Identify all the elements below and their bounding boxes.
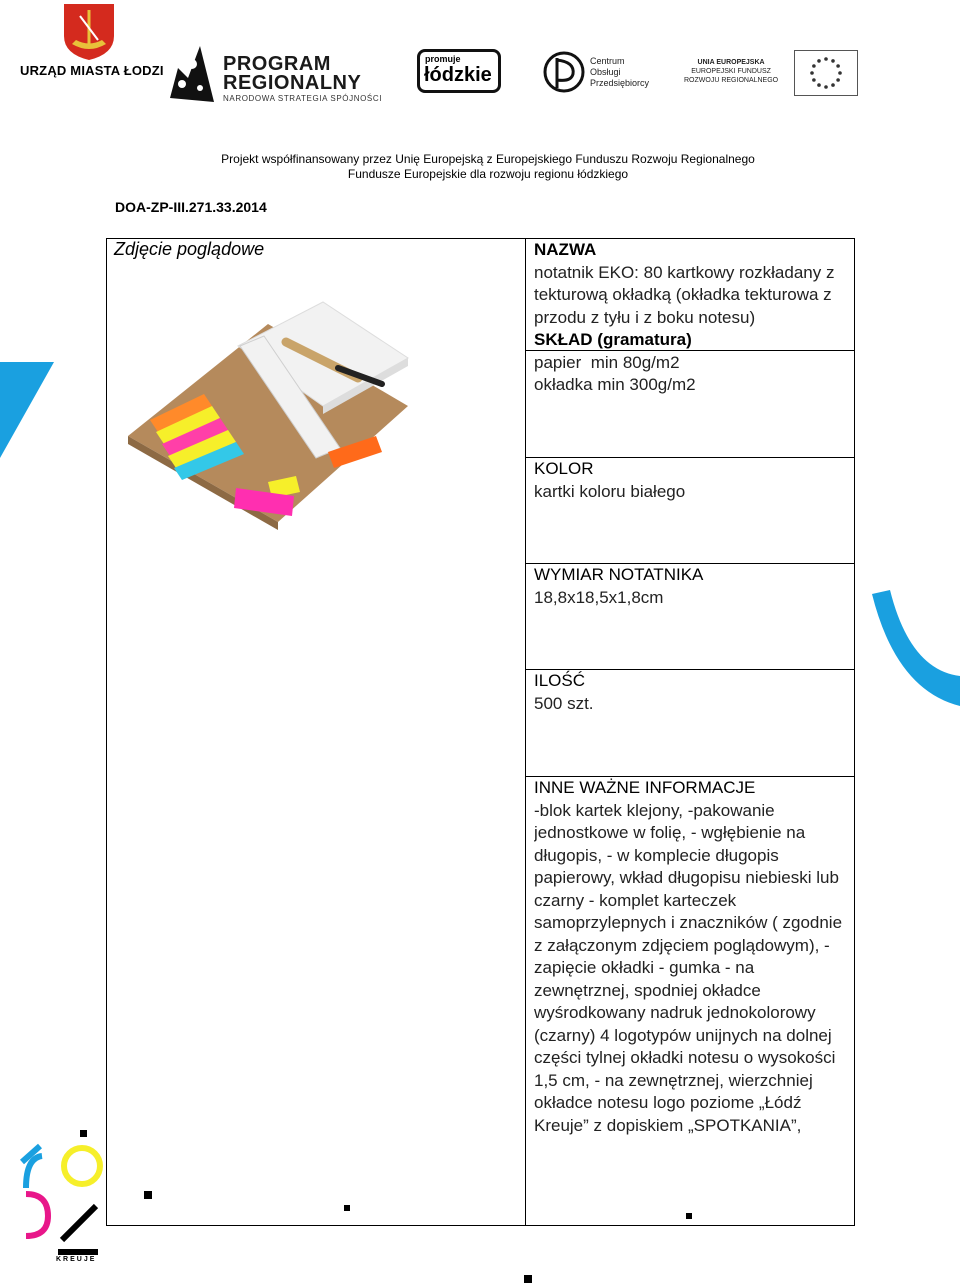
eu-flag-icon xyxy=(794,50,858,96)
decorative-dot xyxy=(686,1213,692,1219)
decorative-dot xyxy=(144,1191,152,1199)
cell-nazwa xyxy=(534,239,852,397)
label-nazwa: NAZWA xyxy=(534,240,597,259)
document-reference: DOA-ZP-III.271.33.2014 xyxy=(115,199,267,215)
lodz-kreuje-logo xyxy=(18,1128,118,1268)
program-subtitle: NARODOWA STRATEGIA SPÓJNOŚCI xyxy=(223,94,383,103)
value-nazwa: notatnik EKO: 80 kartkowy rozkładany z tekturową okładką (okładka tekturowa z przodu z tyłu i z boku notesu) xyxy=(534,262,835,327)
value-inne: -blok kartek klejony, -pakowanie jednostkowe w folię, - wgłębienie na długopis, - w komplecie długopis papierowy, wkład długopisu niebieski lub czarny - komplet karteczek samoprzylepnych i znaczników ( zgodnie z załączonym zdjęciem poglądowym), - zapięcie okładki - gumka - na zewnętrznej, spodniej okładce wyśrodkowany nadruk jednokolorowy (czarny) 4 logotypów unijnych na dolnej części tylnej okładki notesu o wysokości 1,5 cm, - na zewnętrznej, wierzchniej okładce notesu logo poziome „Łódź Kreuje” z dopiskiem „SPOTKANIA”, xyxy=(534,800,843,1135)
eu-star-icon xyxy=(817,59,821,63)
eu-star-icon xyxy=(812,78,816,82)
promuje-small-text: promuje xyxy=(425,54,461,64)
cop-line-2: Obsługi xyxy=(590,67,621,77)
label-inne: INNE WAŻNE INFORMACJE xyxy=(534,778,756,797)
eu-star-icon xyxy=(824,57,828,61)
eu-star-icon xyxy=(824,85,828,89)
kreuje-text: KREUJE xyxy=(56,1256,97,1263)
ue-line-1: UNIA EUROPEJSKA xyxy=(697,59,765,66)
value-wymiar: 18,8x18,5x1,8cm xyxy=(534,587,664,607)
cop-line-3: Przedsiębiorcy xyxy=(590,78,650,88)
eu-star-icon xyxy=(831,83,835,87)
cell-inne xyxy=(534,777,852,1225)
cell-wymiar xyxy=(534,564,852,609)
label-ilosc: ILOŚĆ xyxy=(534,671,586,690)
value-sklad-okladka: okładka min 300g/m2 xyxy=(534,375,696,394)
ue-text xyxy=(684,58,778,85)
photo-caption: Zdjęcie poglądowe xyxy=(114,239,265,259)
value-kolor: kartki koloru białego xyxy=(534,481,686,501)
eu-star-icon xyxy=(836,78,840,82)
blue-arc-decoration-right xyxy=(870,590,960,710)
value-sklad-papier: papier min 80g/m2 xyxy=(534,352,680,372)
program-line1: PROGRAM xyxy=(223,53,331,75)
decorative-dot xyxy=(344,1205,350,1211)
promuje-big-text: łódzkie xyxy=(424,64,492,86)
eu-star-icon xyxy=(836,64,840,68)
ue-line-2: EUROPEJSKI FUNDUSZ xyxy=(691,68,771,75)
cell-ilosc xyxy=(534,670,852,715)
program-regionalny-logo xyxy=(162,38,220,108)
cofinancing-line-1: Projekt współfinansowany przez Unię Europejską z Europejskiego Funduszu Rozwoju Regionalnego xyxy=(221,152,755,166)
eu-star-icon xyxy=(838,71,842,75)
coat-of-arms-logo xyxy=(62,2,116,62)
eu-star-icon xyxy=(810,71,814,75)
decorative-dot xyxy=(524,1275,532,1283)
label-wymiar: WYMIAR NOTATNIKA xyxy=(534,565,704,584)
eu-star-icon xyxy=(812,64,816,68)
eu-star-icon xyxy=(817,83,821,87)
cop-logo-icon xyxy=(543,48,585,96)
urzad-miasta-lodzi-text: URZĄD MIASTA ŁODZI xyxy=(20,63,164,78)
label-sklad: SKŁAD (gramatura) xyxy=(534,330,692,349)
cofinancing-line-2: Fundusze Europejskie dla rozwoju regionu łódzkiego xyxy=(347,167,629,181)
blue-corner-decoration-left xyxy=(0,362,54,462)
program-line2: REGIONALNY xyxy=(223,72,362,94)
notebook-product-photo xyxy=(118,296,418,532)
column-divider xyxy=(525,238,526,1226)
label-kolor: KOLOR xyxy=(534,459,594,478)
cop-text xyxy=(590,56,649,89)
ue-line-3: ROZWOJU REGIONALNEGO xyxy=(684,77,779,84)
cop-line-1: Centrum xyxy=(590,56,625,66)
cell-kolor xyxy=(534,458,852,503)
value-ilosc: 500 szt. xyxy=(534,693,594,713)
eu-star-icon xyxy=(831,59,835,63)
